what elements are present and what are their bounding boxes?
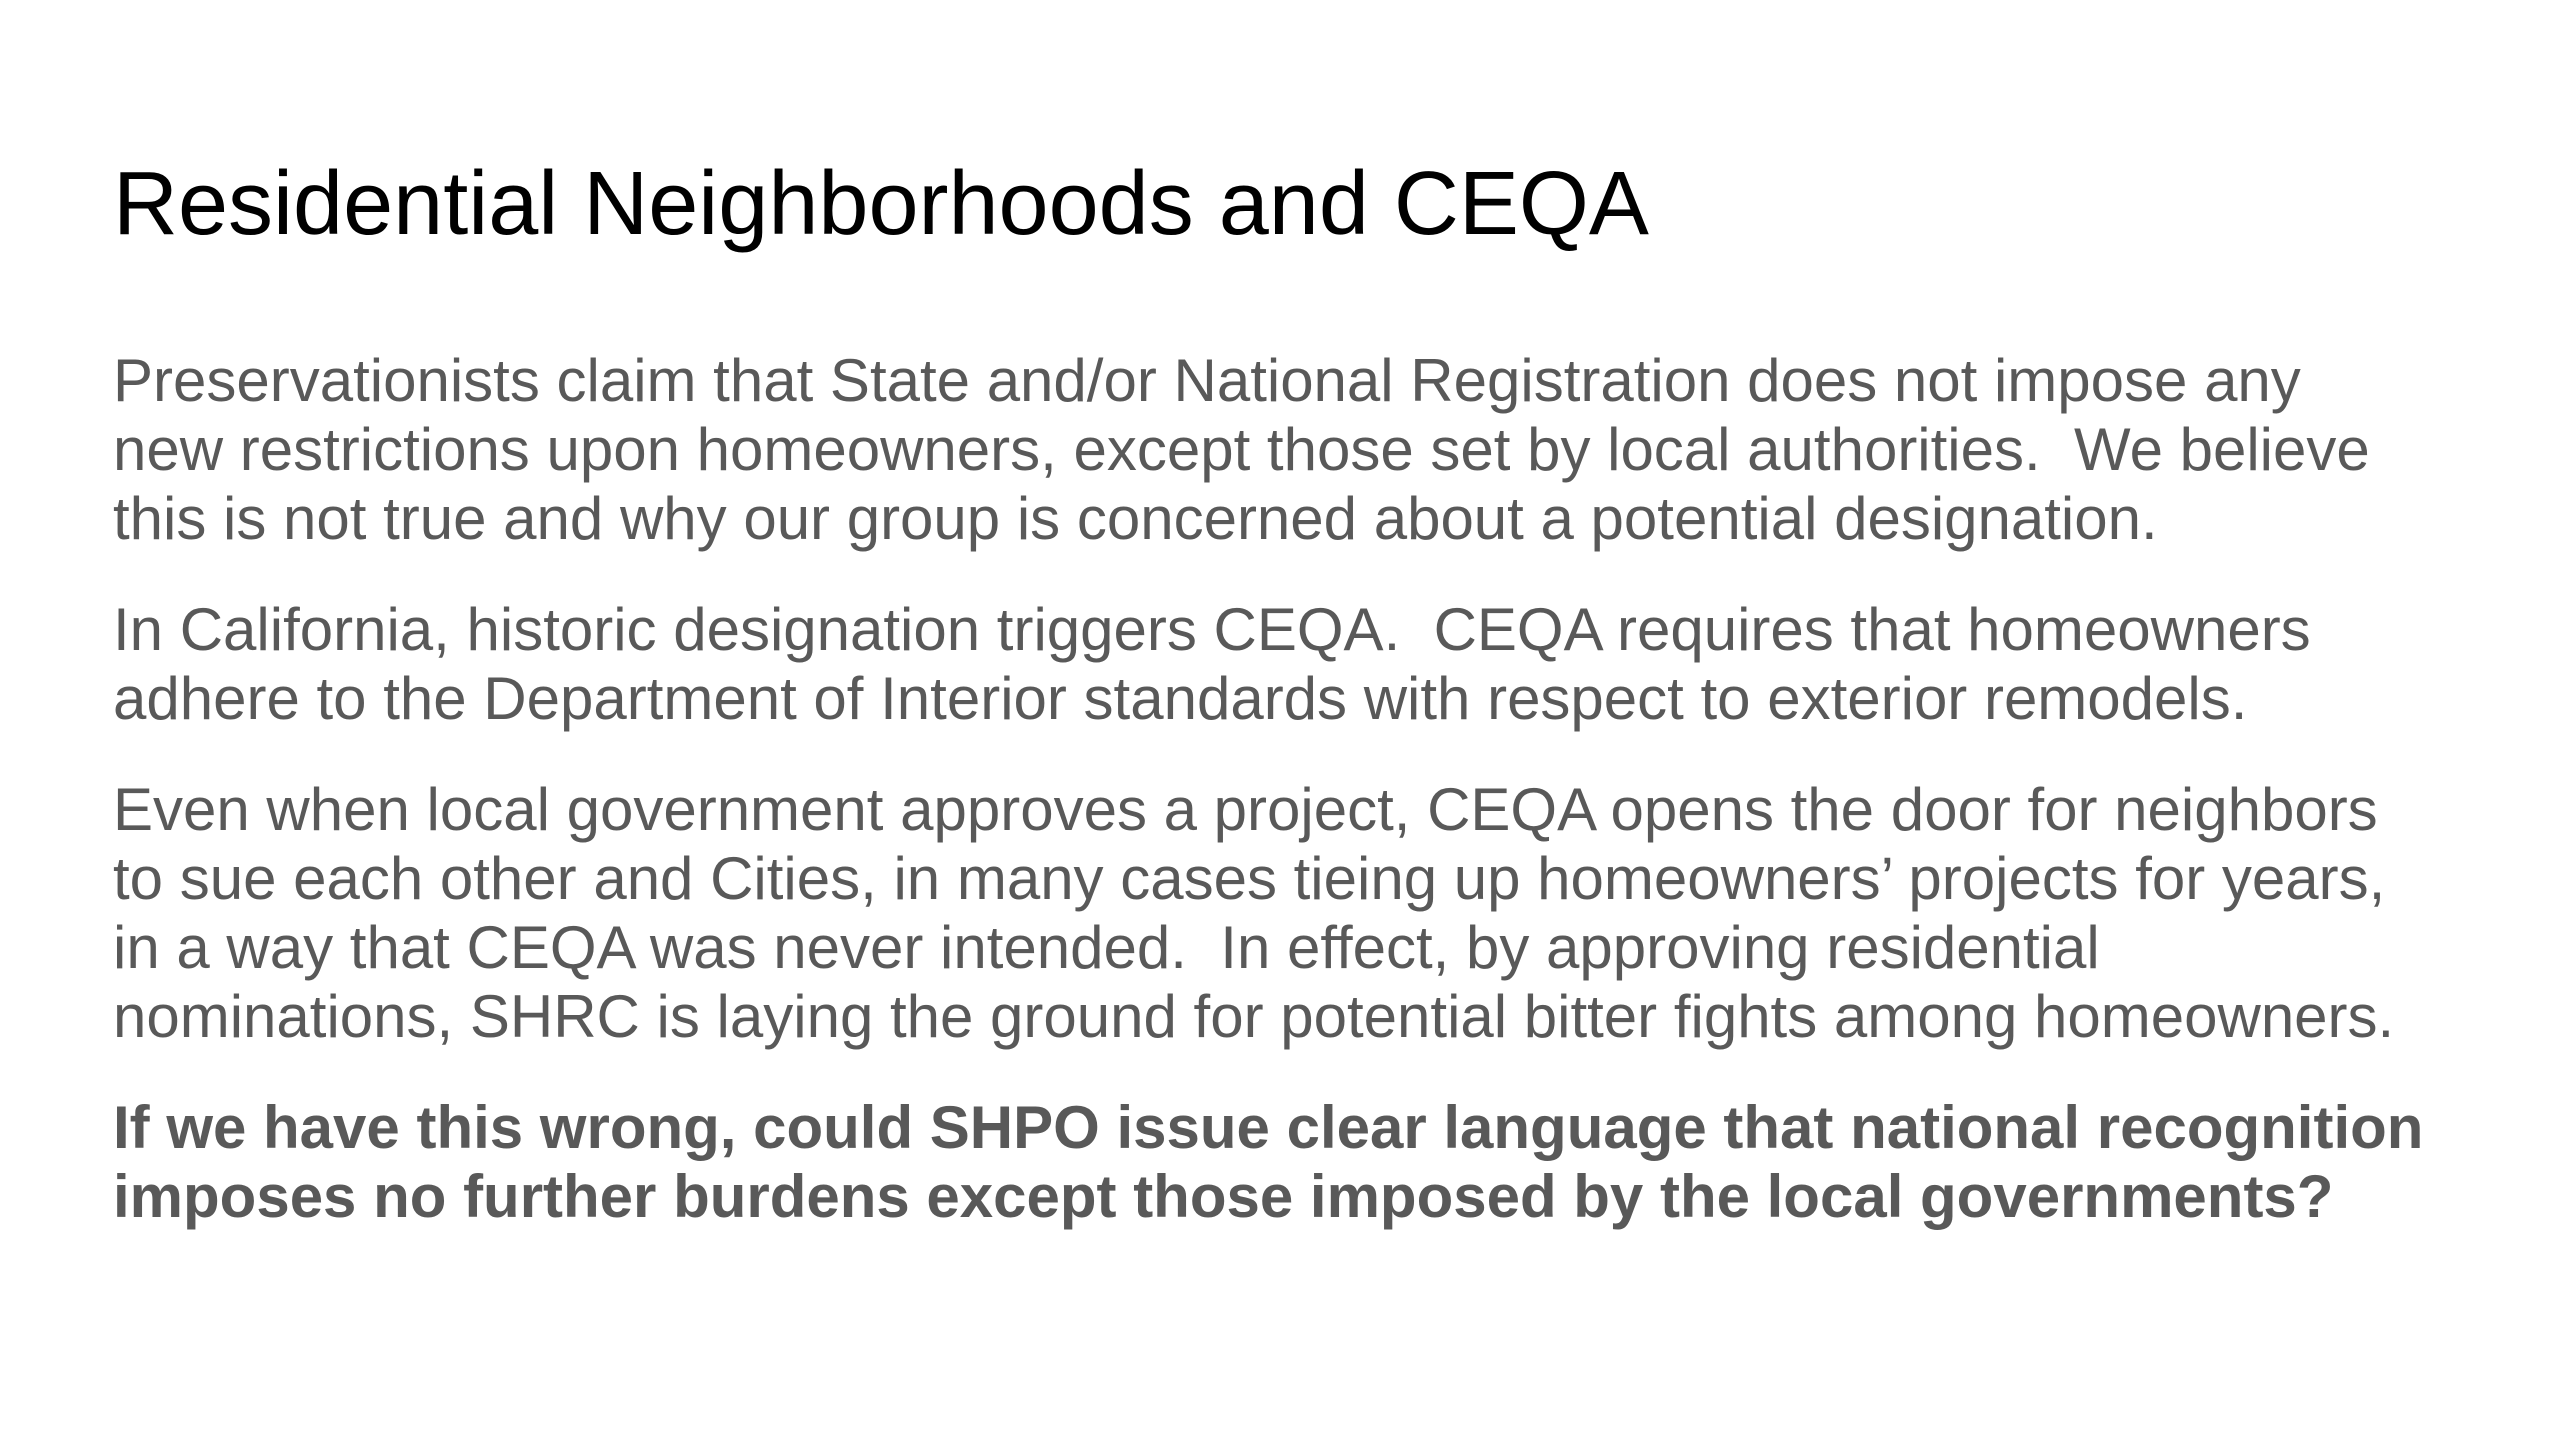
paragraph-line: nominations, SHRC is laying the ground for potential bitter fights among homeowners. — [113, 983, 2395, 1050]
paragraph-line: this is not true and why our group is concerned about a potential designation. — [113, 485, 2158, 552]
paragraph-shpo-question — [113, 1093, 2533, 1231]
paragraph-line: adhere to the Department of Interior standards with respect to exterior remodels. — [113, 665, 2248, 732]
paragraph-ceqa-trigger — [113, 595, 2533, 733]
slide-title: Residential Neighborhoods and CEQA — [113, 154, 1649, 254]
paragraph-line: in a way that CEQA was never intended. In effect, by approving residential — [113, 914, 2100, 981]
slide-body — [113, 346, 2533, 1273]
paragraph-line: In California, historic designation triggers CEQA. CEQA requires that homeowners — [113, 596, 2311, 663]
paragraph-line: Even when local government approves a project, CEQA opens the door for neighbors — [113, 776, 2378, 843]
paragraph-line: If we have this wrong, could SHPO issue clear language that national recognition — [113, 1094, 2424, 1161]
paragraph-line: imposes no further burdens except those imposed by the local governments? — [113, 1163, 2334, 1230]
paragraph-line: Preservationists claim that State and/or National Registration does not impose any — [113, 347, 2301, 414]
paragraph-lawsuits — [113, 775, 2533, 1051]
paragraph-registration-claim — [113, 346, 2533, 553]
paragraph-line: new restrictions upon homeowners, except those set by local authorities. We believe — [113, 416, 2370, 483]
paragraph-line: to sue each other and Cities, in many cases tieing up homeowners’ projects for years, — [113, 845, 2386, 912]
